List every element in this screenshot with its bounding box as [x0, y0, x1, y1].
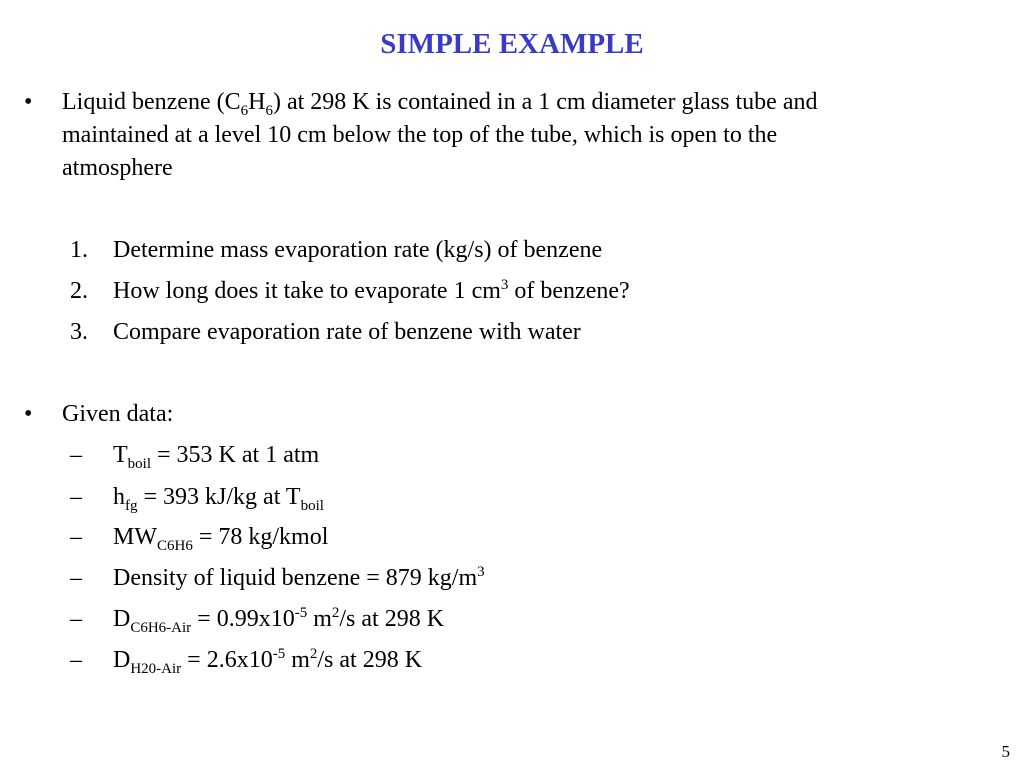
given-item-density: Density of liquid benzene = 879 $kg/m^3$	[113, 564, 485, 591]
bullet-marker: •	[24, 401, 33, 427]
given-item-mw: $MW_{C6H6} = 78$ kg/kmol	[113, 524, 329, 554]
question-1: Determine mass evaporation rate (kg/s) of benzene	[113, 237, 603, 263]
dash-marker: –	[70, 484, 82, 510]
dash-marker: –	[70, 647, 82, 673]
question-number: 2.	[70, 278, 88, 304]
given-item-d-water: $D_{H20-Air} = 2.6x10^{-5}$ $m^2/s$ at 298 K	[113, 646, 423, 677]
given-item-tboil: $T_{boil} = 353$ K at 1 atm	[113, 442, 320, 472]
dash-marker: –	[70, 442, 82, 468]
bullet-marker: •	[24, 89, 33, 115]
intro-line-1: Liquid benzene $(C_6H_6)$ at 298 K is contained in a 1 cm diameter glass tube and	[62, 89, 818, 119]
intro-line-2: maintained at a level 10 cm below the top of the tube, which is open to the	[62, 122, 778, 148]
slide-title: SIMPLE EXAMPLE	[380, 28, 644, 60]
question-number: 1.	[70, 237, 88, 263]
dash-marker: –	[70, 565, 82, 591]
dash-marker: –	[70, 524, 82, 550]
question-2: How long does it take to evaporate 1 $cm^3$ of benzene?	[113, 277, 630, 304]
given-heading: Given data:	[62, 401, 174, 427]
dash-marker: –	[70, 606, 82, 632]
intro-line-3: atmosphere	[62, 155, 173, 181]
question-3: Compare evaporation rate of benzene with water	[113, 319, 581, 345]
given-item-d-benzene: $D_{C6H6-Air} = 0.99x10^{-5}$ $m^2/s$ at 298 K	[113, 605, 445, 636]
given-item-hfg: $h_{fg} = 393$ kJ/kg at $T_{boil}$	[113, 484, 324, 514]
page-number: 5	[1001, 742, 1010, 761]
question-number: 3.	[70, 319, 88, 345]
